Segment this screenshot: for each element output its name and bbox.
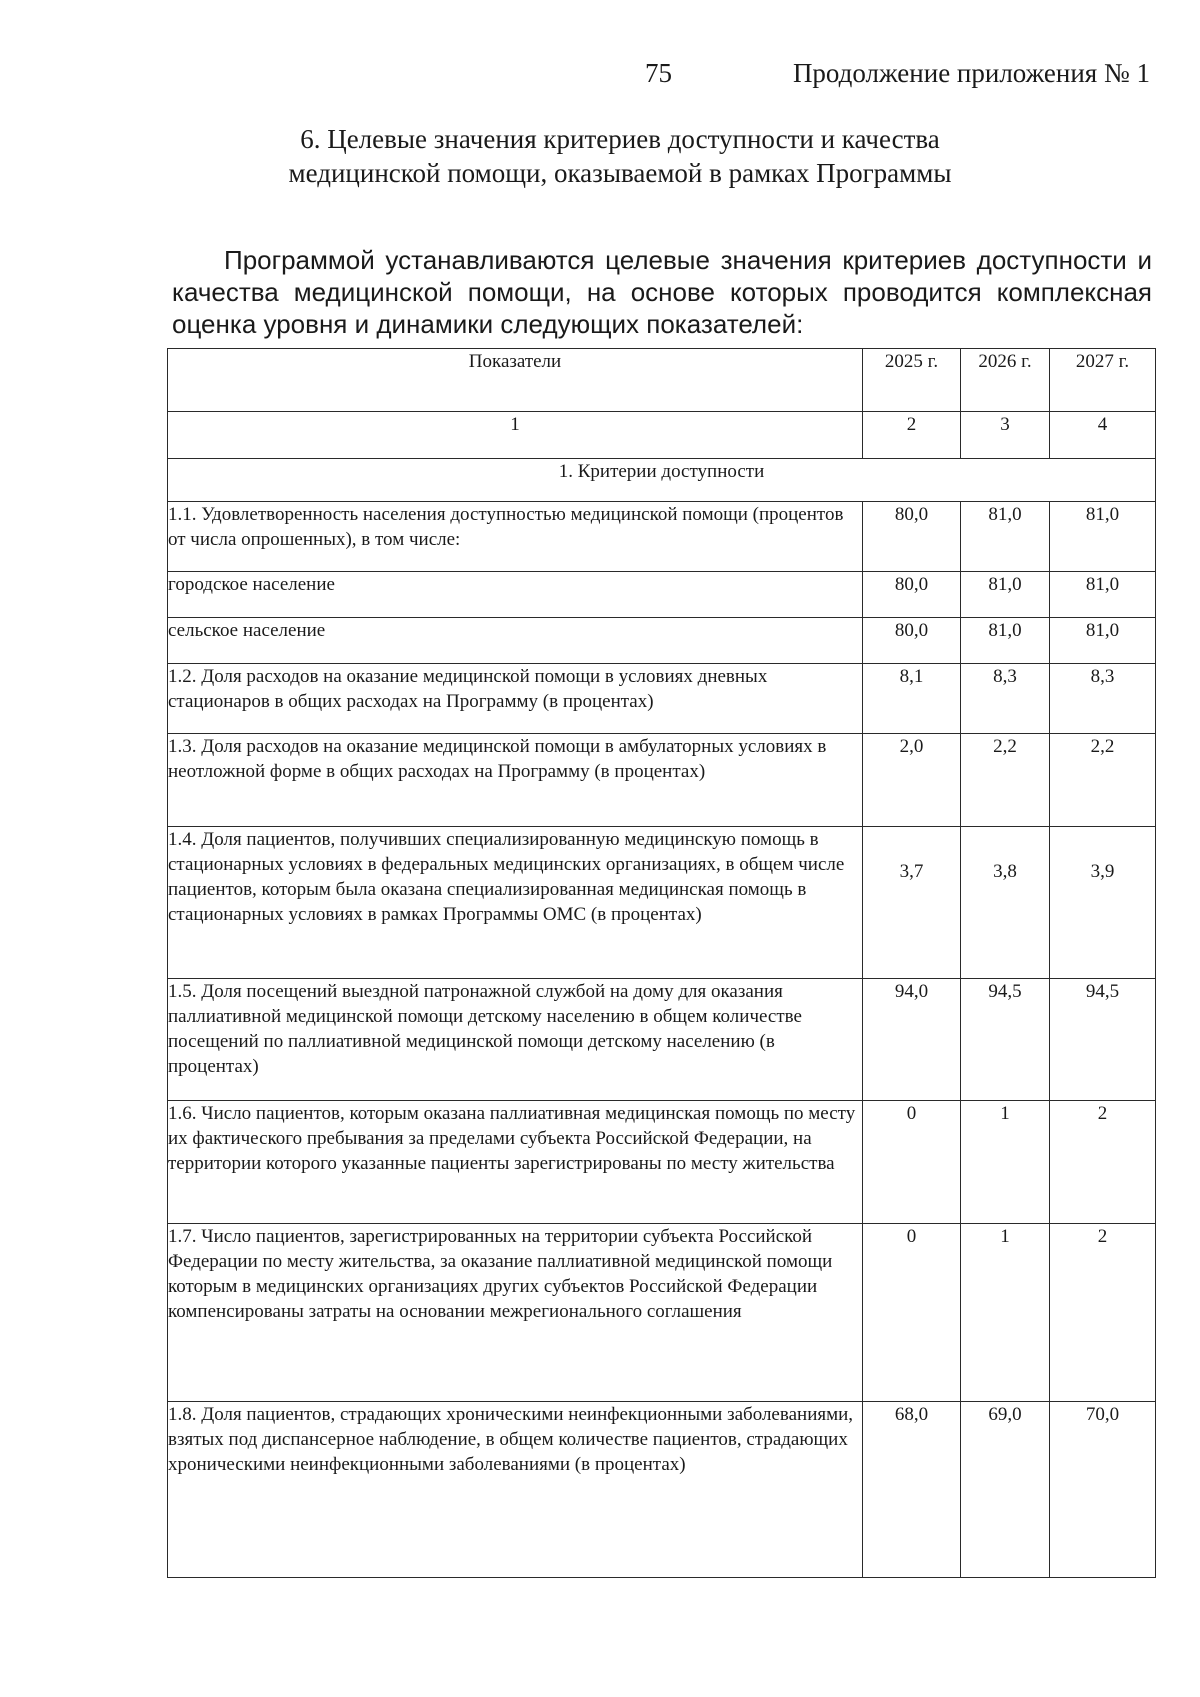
table-row [168,1402,1156,1578]
indicator-name: 1.4. Доля пациентов, получивших специализированную медицинскую помощь в стационарных условиях в федеральных медицинских организациях, в общем числе пациентов, которым была оказана специализированная медицинская помощь в стационарных условиях в рамках Программы ОМС (в процентах) [168,827,863,979]
column-header-2027: 2027 г. [1050,349,1156,412]
table-row [168,664,1156,734]
value-2025: 0 [863,1101,961,1224]
indicator-name: 1.1. Удовлетворенность населения доступностью медицинской помощи (процентов от числа опрошенных), в том числе: [168,502,863,572]
column-number: 4 [1050,412,1156,459]
value-2027: 2 [1050,1224,1156,1402]
value-2026: 1 [961,1101,1050,1224]
page-number: 75 [645,58,672,88]
table-row [168,1101,1156,1224]
intro-paragraph: Программой устанавливаются целевые значения критериев доступности и качества медицинской помощи, на основе которых проводится комплексная оценка уровня и динамики следующих показателей: [172,245,1152,339]
column-header-2026: 2026 г. [961,349,1050,412]
value-2027: 8,3 [1050,664,1156,734]
value-2026: 81,0 [961,618,1050,664]
indicator-name: 1.6. Число пациентов, которым оказана паллиативная медицинская помощь по месту их фактического пребывания за пределами субъекта Российской Федерации, на территории которого указанные пациенты зарегистрированы по месту жительства [168,1101,863,1224]
table-row [168,734,1156,827]
table-row [168,572,1156,618]
column-number: 3 [961,412,1050,459]
value-2026: 8,3 [961,664,1050,734]
value-2025: 80,0 [863,572,961,618]
indicator-name: 1.7. Число пациентов, зарегистрированных на территории субъекта Российской Федерации по месту жительства, за оказание паллиативной медицинской помощи которым в медицинских организациях других субъектов Российской Федерации компенсированы затраты на основании межрегионального соглашения [168,1224,863,1402]
value-2025: 80,0 [863,502,961,572]
value-2026: 69,0 [961,1402,1050,1578]
column-header-2025: 2025 г. [863,349,961,412]
column-numbers-row [168,412,1156,459]
value-2026: 2,2 [961,734,1050,827]
indicator-name: 1.8. Доля пациентов, страдающих хроническими неинфекционными заболеваниями, взятых под диспансерное наблюдение, в общем количестве пациентов, страдающих хроническими неинфекционными заболеваниями (в процентах) [168,1402,863,1578]
value-2026: 94,5 [961,979,1050,1101]
value-2025: 68,0 [863,1402,961,1578]
value-2025: 8,1 [863,664,961,734]
indicator-name: 1.5. Доля посещений выездной патронажной службой на дому для оказания паллиативной медицинской помощи детскому населению в общем количестве посещений по паллиативной медицинской помощи детскому населению (в процентах) [168,979,863,1101]
indicator-name: сельское население [168,618,863,664]
table-row [168,979,1156,1101]
section-title-line-1: 6. Целевые значения критериев доступности и качества [300,124,940,154]
column-number: 2 [863,412,961,459]
indicator-name: городское население [168,572,863,618]
indicator-name: 1.2. Доля расходов на оказание медицинской помощи в условиях дневных стационаров в общих расходах на Программу (в процентах) [168,664,863,734]
column-header-indicators: Показатели [168,349,863,412]
section-title-line-2: медицинской помощи, оказываемой в рамках Программы [288,158,952,188]
value-2027: 2 [1050,1101,1156,1224]
value-2027: 94,5 [1050,979,1156,1101]
value-2026: 81,0 [961,572,1050,618]
value-2027: 81,0 [1050,618,1156,664]
criteria-table [167,348,1156,1578]
appendix-continuation: Продолжение приложения № 1 [792,58,1150,88]
value-2025: 80,0 [863,618,961,664]
table-header-row [168,349,1156,412]
value-2025: 3,7 [863,827,961,979]
value-2025: 0 [863,1224,961,1402]
value-2026: 1 [961,1224,1050,1402]
value-2027: 81,0 [1050,502,1156,572]
page-header [0,58,1200,98]
table-row [168,1224,1156,1402]
section-title [240,122,1000,190]
group-title: 1. Критерии доступности [168,459,1156,502]
indicator-name: 1.3. Доля расходов на оказание медицинской помощи в амбулаторных условиях в неотложной форме в общих расходах на Программу (в процентах) [168,734,863,827]
table-row [168,618,1156,664]
value-2027: 81,0 [1050,572,1156,618]
table-row [168,502,1156,572]
value-2026: 81,0 [961,502,1050,572]
table-row [168,827,1156,979]
value-2027: 3,9 [1050,827,1156,979]
value-2026: 3,8 [961,827,1050,979]
value-2027: 70,0 [1050,1402,1156,1578]
value-2025: 2,0 [863,734,961,827]
value-2027: 2,2 [1050,734,1156,827]
column-number: 1 [168,412,863,459]
group-row [168,459,1156,502]
value-2025: 94,0 [863,979,961,1101]
